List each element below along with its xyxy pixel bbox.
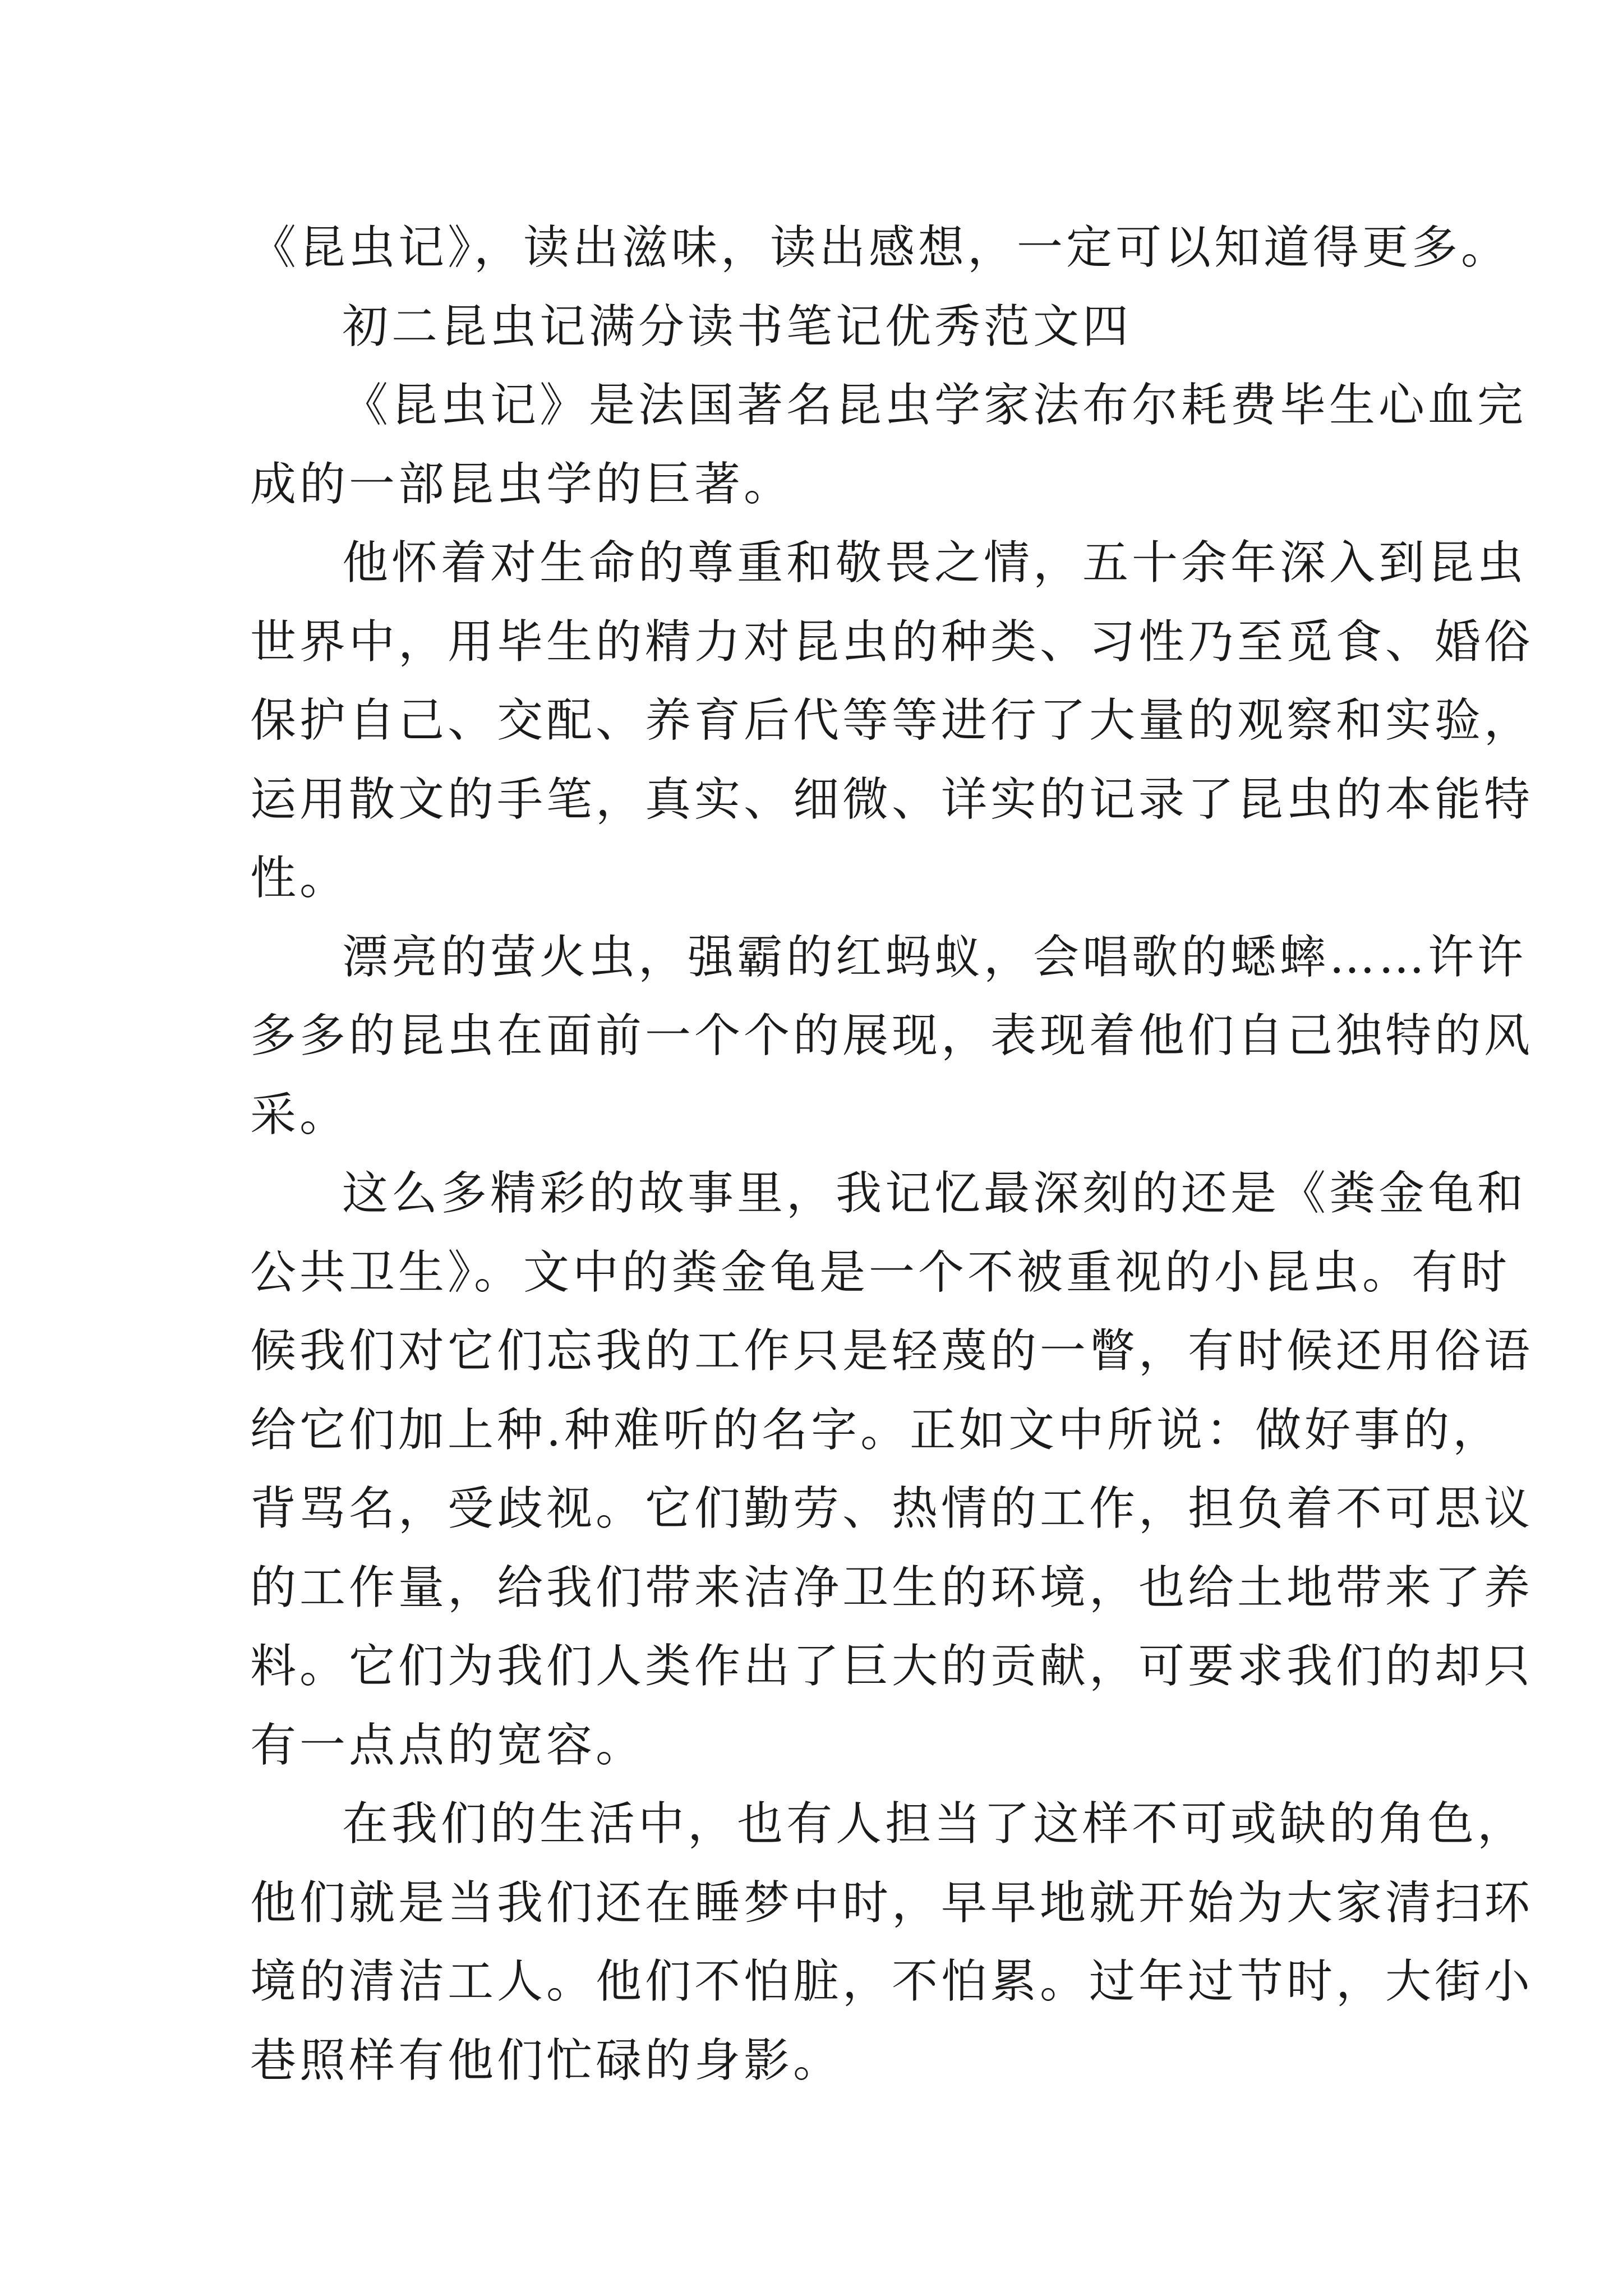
text-line: 《昆虫记》是法国著名昆虫学家法布尔耗费毕生心血完	[342, 379, 1527, 432]
text-line: 的工作量，给我们带来洁净卫生的环境，也给土地带来了养	[250, 1561, 1534, 1614]
text-line: 采。	[250, 1088, 349, 1142]
text-line: 漂亮的萤火虫，强霸的红蚂蚁，会唱歌的蟋蟀……许许	[342, 930, 1527, 984]
text-line: 给它们加上种.种难听的名字。正如文中所说：做好事的，	[250, 1403, 1502, 1457]
text-line: 运用散文的手笔，真实、细微、详实的记录了昆虫的本能特	[250, 772, 1534, 826]
text-line: 性。	[250, 852, 349, 905]
text-line: 他怀着对生命的尊重和敬畏之情，五十余年深入到昆虫	[342, 536, 1527, 590]
text-line: 境的清洁工人。他们不怕脏，不怕累。过年过节时，大街小	[250, 1955, 1534, 2008]
text-line: 成的一部昆虫学的巨著。	[250, 457, 794, 511]
text-line: 在我们的生活中，也有人担当了这样不可或缺的角色，	[342, 1797, 1527, 1851]
section-heading: 初二昆虫记满分读书笔记优秀范文四	[342, 300, 1132, 353]
text-line: 巷照样有他们忙碌的身影。	[250, 2033, 843, 2087]
text-line: 他们就是当我们还在睡梦中时，早早地就开始为大家清扫环	[250, 1876, 1534, 1930]
text-line: 料。它们为我们人类作出了巨大的贡献，可要求我们的却只	[250, 1640, 1534, 1693]
text-line: 《昆虫记》，读出滋味，读出感想，一定可以知道得更多。	[250, 221, 1511, 274]
text-line: 有一点点的宽容。	[250, 1718, 645, 1772]
text-line: 背骂名，受歧视。它们勤劳、热情的工作，担负着不可思议	[250, 1482, 1534, 1535]
text-line: 公共卫生》。文中的粪金龟是一个不被重视的小昆虫。有时	[250, 1245, 1511, 1299]
text-line: 候我们对它们忘我的工作只是轻蔑的一瞥，有时候还用俗语	[250, 1324, 1534, 1378]
document-body	[250, 209, 1534, 2100]
text-line: 世界中，用毕生的精力对昆虫的种类、习性乃至觅食、婚俗	[250, 615, 1534, 669]
text-line: 保护自己、交配、养育后代等等进行了大量的观察和实验，	[250, 694, 1534, 747]
text-line: 多多的昆虫在面前一个个的展现，表现着他们自己独特的风	[250, 1009, 1534, 1062]
text-line: 这么多精彩的故事里，我记忆最深刻的还是《粪金龟和	[342, 1167, 1527, 1220]
